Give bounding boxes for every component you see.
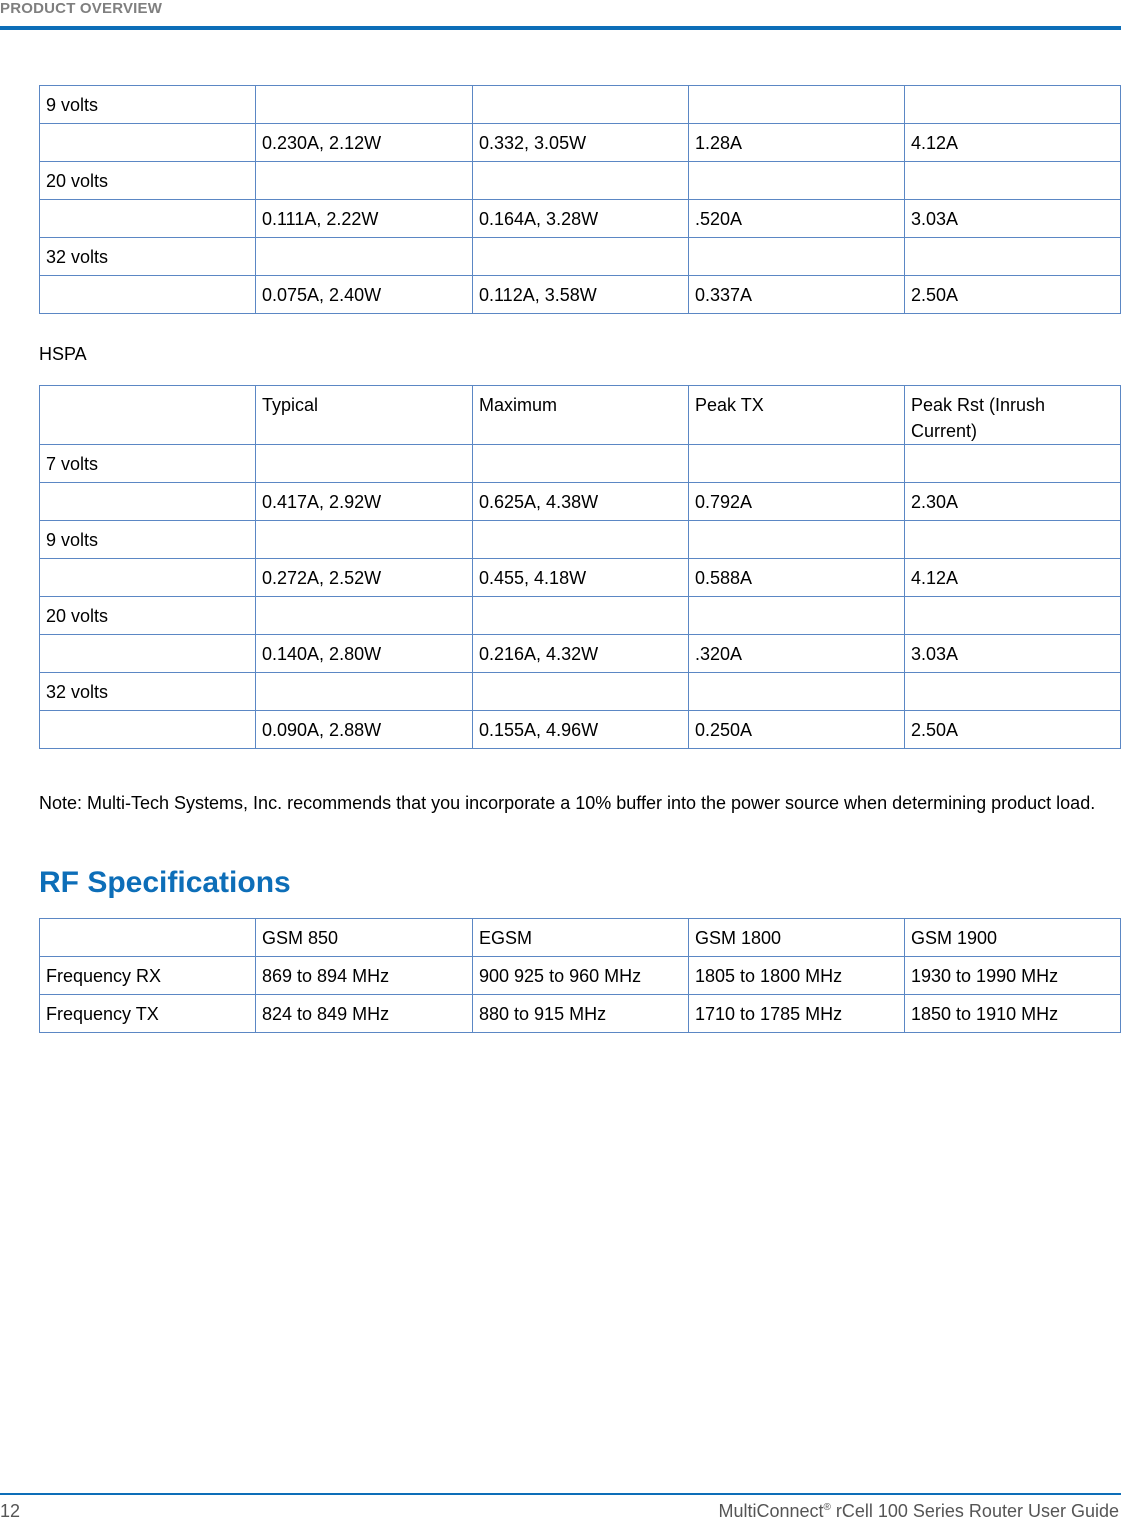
table-cell (40, 124, 256, 162)
power-buffer-note: Note: Multi-Tech Systems, Inc. recommends that you incorporate a 10% buffer into the power source when determining product load. (39, 793, 1096, 813)
guide-title (718, 1501, 1119, 1522)
section-title: RF Specifications (39, 866, 291, 899)
table-cell (689, 597, 905, 635)
table-cell: 1.28A (689, 124, 905, 162)
table-row (40, 200, 1121, 238)
table-cell: 0.140A, 2.80W (256, 635, 473, 673)
guide-brand: MultiConnect (718, 1501, 824, 1521)
table-cell: 20 volts (40, 597, 256, 635)
table-cell (40, 200, 256, 238)
table-cell (473, 162, 689, 200)
table-cell (40, 635, 256, 673)
table-cell (473, 445, 689, 483)
table-row (40, 635, 1121, 673)
footer-rule (0, 1493, 1121, 1495)
table-cell: 4.12A (905, 124, 1121, 162)
table-cell: 0.230A, 2.12W (256, 124, 473, 162)
table-row (40, 521, 1121, 559)
table-cell (256, 162, 473, 200)
table-cell: 0.111A, 2.22W (256, 200, 473, 238)
table-cell: 0.250A (689, 711, 905, 749)
table-cell: 1805 to 1800 MHz (689, 957, 905, 995)
table-cell: 869 to 894 MHz (256, 957, 473, 995)
table-row (40, 445, 1121, 483)
table-cell: 0.417A, 2.92W (256, 483, 473, 521)
table-cell: 9 volts (40, 86, 256, 124)
table-cell: 0.455, 4.18W (473, 559, 689, 597)
table-cell (905, 521, 1121, 559)
column-header: Peak TX (689, 386, 905, 445)
column-header (40, 919, 256, 957)
table-row (40, 995, 1121, 1033)
guide-title-rest: rCell 100 Series Router User Guide (830, 1501, 1119, 1521)
table-row (40, 124, 1121, 162)
table-cell (689, 86, 905, 124)
table-cell: 4.12A (905, 559, 1121, 597)
table-cell: 880 to 915 MHz (473, 995, 689, 1033)
table-cell: 1710 to 1785 MHz (689, 995, 905, 1033)
column-header: GSM 1900 (905, 919, 1121, 957)
table-cell: 0.272A, 2.52W (256, 559, 473, 597)
table-row (40, 559, 1121, 597)
hspa-power-table (39, 385, 1121, 749)
table-cell: Frequency RX (40, 957, 256, 995)
header-rule (0, 26, 1121, 30)
table-cell: 0.792A (689, 483, 905, 521)
table-row (40, 483, 1121, 521)
table-cell: 2.50A (905, 276, 1121, 314)
column-header: EGSM (473, 919, 689, 957)
table-cell: 0.337A (689, 276, 905, 314)
registered-mark: ® (823, 1502, 831, 1513)
table-cell: 20 volts (40, 162, 256, 200)
hspa-label: HSPA (39, 344, 87, 364)
table-cell (905, 162, 1121, 200)
column-header: Peak Rst (Inrush Current) (905, 386, 1121, 445)
table-cell: 2.50A (905, 711, 1121, 749)
table-cell (689, 162, 905, 200)
table-header-row (40, 386, 1121, 445)
table-cell (256, 445, 473, 483)
table-row (40, 957, 1121, 995)
table-row (40, 238, 1121, 276)
table-row (40, 711, 1121, 749)
table-cell (473, 597, 689, 635)
table-cell: 0.588A (689, 559, 905, 597)
table-cell: 0.075A, 2.40W (256, 276, 473, 314)
table-cell (905, 238, 1121, 276)
column-header: Maximum (473, 386, 689, 445)
table-cell (256, 86, 473, 124)
table-cell: 0.112A, 3.58W (473, 276, 689, 314)
table-cell: 1850 to 1910 MHz (905, 995, 1121, 1033)
table-cell (905, 673, 1121, 711)
table-row (40, 673, 1121, 711)
table-cell (689, 445, 905, 483)
column-header: GSM 850 (256, 919, 473, 957)
running-header: PRODUCT OVERVIEW (0, 0, 163, 17)
table-cell (256, 238, 473, 276)
table-cell (473, 673, 689, 711)
table-cell: .520A (689, 200, 905, 238)
table-row (40, 162, 1121, 200)
table-cell (256, 673, 473, 711)
table-cell (40, 559, 256, 597)
table-cell (256, 521, 473, 559)
table-row (40, 276, 1121, 314)
table-cell: 32 volts (40, 238, 256, 276)
table-cell (689, 521, 905, 559)
table-row (40, 86, 1121, 124)
table-cell (40, 276, 256, 314)
table-cell: 0.155A, 4.96W (473, 711, 689, 749)
table-cell: 3.03A (905, 200, 1121, 238)
lte-power-table (39, 85, 1121, 314)
table-cell (40, 711, 256, 749)
table-cell: 900 925 to 960 MHz (473, 957, 689, 995)
table-cell: Frequency TX (40, 995, 256, 1033)
table-cell (689, 238, 905, 276)
table-cell: 1930 to 1990 MHz (905, 957, 1121, 995)
table-cell (905, 597, 1121, 635)
table-cell: 824 to 849 MHz (256, 995, 473, 1033)
table-cell: 0.090A, 2.88W (256, 711, 473, 749)
rf-specifications-table (39, 918, 1121, 1033)
table-cell: 0.164A, 3.28W (473, 200, 689, 238)
table-cell: 32 volts (40, 673, 256, 711)
table-cell: 0.216A, 4.32W (473, 635, 689, 673)
table-cell (40, 483, 256, 521)
table-cell (473, 238, 689, 276)
table-cell (473, 86, 689, 124)
column-header (40, 386, 256, 445)
table-cell: 2.30A (905, 483, 1121, 521)
table-cell (256, 597, 473, 635)
table-header-row (40, 919, 1121, 957)
table-row (40, 597, 1121, 635)
table-cell: 9 volts (40, 521, 256, 559)
table-cell: 0.625A, 4.38W (473, 483, 689, 521)
table-cell: 0.332, 3.05W (473, 124, 689, 162)
table-cell (473, 521, 689, 559)
table-cell (905, 445, 1121, 483)
column-header: GSM 1800 (689, 919, 905, 957)
table-cell (905, 86, 1121, 124)
table-cell: .320A (689, 635, 905, 673)
table-cell (689, 673, 905, 711)
page-number: 12 (0, 1501, 21, 1521)
table-cell: 3.03A (905, 635, 1121, 673)
table-cell: 7 volts (40, 445, 256, 483)
column-header: Typical (256, 386, 473, 445)
